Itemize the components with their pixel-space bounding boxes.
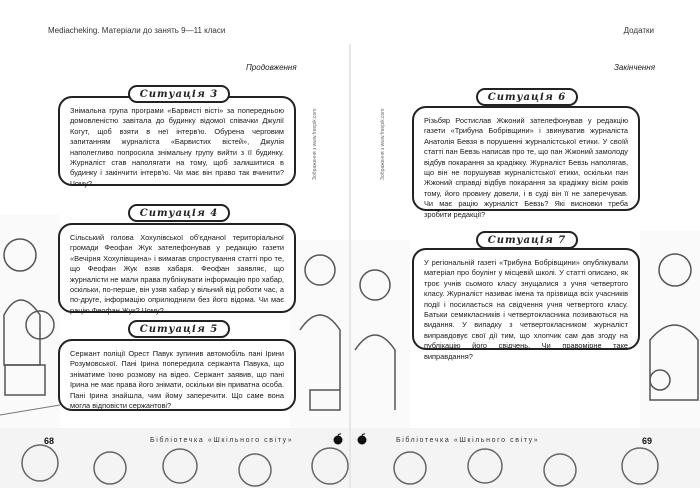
page-number-left: 68: [44, 436, 55, 446]
continued-label: Продовження: [246, 63, 297, 72]
background-illustration-left: [0, 215, 60, 428]
situation-5-box: [58, 339, 296, 411]
running-header-left: Mediacheking. Матеріали до занять 9—11 класи: [48, 26, 226, 35]
situation-5-title: Ситуація 5: [128, 320, 230, 338]
situation-4-box: [58, 223, 296, 313]
running-header-right: Додатки: [623, 26, 654, 35]
page-number-right: 69: [642, 436, 653, 446]
situation-5-text: Сержант поліції Орест Павук зупинив автомобіль пані Ірини Розумовської. Пані Ірина попередила сержанта Павука, що зніматиме їхню розмову на відео. Сержант заявив, що пані Ірина не має права його знімати, оскільки він приватна особа. Пані Ірина знайшла, чим йому заперечити. Що саме вона могла відповісти сержантові?: [70, 349, 284, 411]
book-spine: [349, 0, 351, 488]
ending-label: Закінчення: [614, 63, 655, 72]
situation-6-text: Різьбяр Ростислав Жжоний зателефонував у редакцію газети «Трибуна Бобрівщини» і звинуватив журналіста Анатолія Бевзя в порушенні журналістської етики. У своїй статті пан Бевзь написав про те, що пан Жжоний замолоду відбув покарання за крадіжку. Журналіст Бевзь наполягав, що він не порушував журналістської етики, оскільки пан Жжоний справді відбув покарання за крадіжку вісім років тому, його провину довели, і в суді він її не заперечував. Чи має рацію журналіст Бевзь? Які висновки треба зробити редакції?: [424, 116, 628, 219]
apple-icon: [356, 433, 368, 445]
situation-3-box: [58, 96, 296, 186]
footer-series-left: Бібліотечка «Шкільного світу»: [150, 437, 294, 444]
situation-4-text: Сільський голова Хохулівської об'єднаної територіальної громади Феофан Жук зателефонував у редакцію газети «Вечірня Хохулівщина» і вимагав спростування статті про те, що Феофан Жук взяв хабаря. Феофан заявляє, що журналісти не мали права публікувати інформацію про хабар, оскільки, по-перше, він узяв хабар у вільний від роботи час, а по-друге, інформацію оприлюднили без його відома. Чи має рацію Феофан Жук? Чому?: [70, 233, 284, 315]
image-credit-left: Зображення з www.freepik.com: [312, 108, 318, 180]
situation-6-title: Ситуація 6: [476, 88, 578, 106]
situation-6-box: [412, 106, 640, 219]
situation-3-text: Знімальна група програми «Барвисті вісті» за попередньою домовленістю завітала до будинку відомої співачки Джулії Когут, щоб взяти в неї інтерв'ю. Обурена черговим запитанням журналіста «Барвистих вістей», Джулія наполегливо попросила знімальну групу вийти з її будинку. Журналіст став наполягати на тому, щоб залишитися в будинку і закінчити інтерв'ю. Чи має він право так вчинити? Чому?: [70, 106, 284, 188]
situation-4-title: Ситуація 4: [128, 204, 230, 222]
background-illustration-right: [640, 230, 700, 428]
image-credit-right: Зображення з www.freepik.com: [380, 108, 386, 180]
situation-7-box: [412, 248, 640, 361]
footer-series-right: Бібліотечка «Шкільного світу»: [396, 437, 540, 444]
situation-3-title: Ситуація 3: [128, 85, 230, 103]
header-bar: [0, 0, 700, 44]
situation-7-text: У регіональній газеті «Трибуна Бобрівщини» опублікували матеріал про боулінг у місцевій школі. У статті описано, як троє учнів сьомого класу знущалися з учня четвертого класу. Журналіст називає імена та прізвища всіх учасників події і посилається на свідчення учня четвертого класу. Батьки семикласників і четвертокласника позиваються на видання. У випадку з четвертокласником журналіст виправдовує свої дії тим, що хлопчик сам дав згоду на публікацію його свідчень. Чи правомірне таке виправдання?: [424, 258, 628, 361]
situation-7-title: Ситуація 7: [476, 231, 578, 249]
apple-icon: [332, 433, 344, 445]
